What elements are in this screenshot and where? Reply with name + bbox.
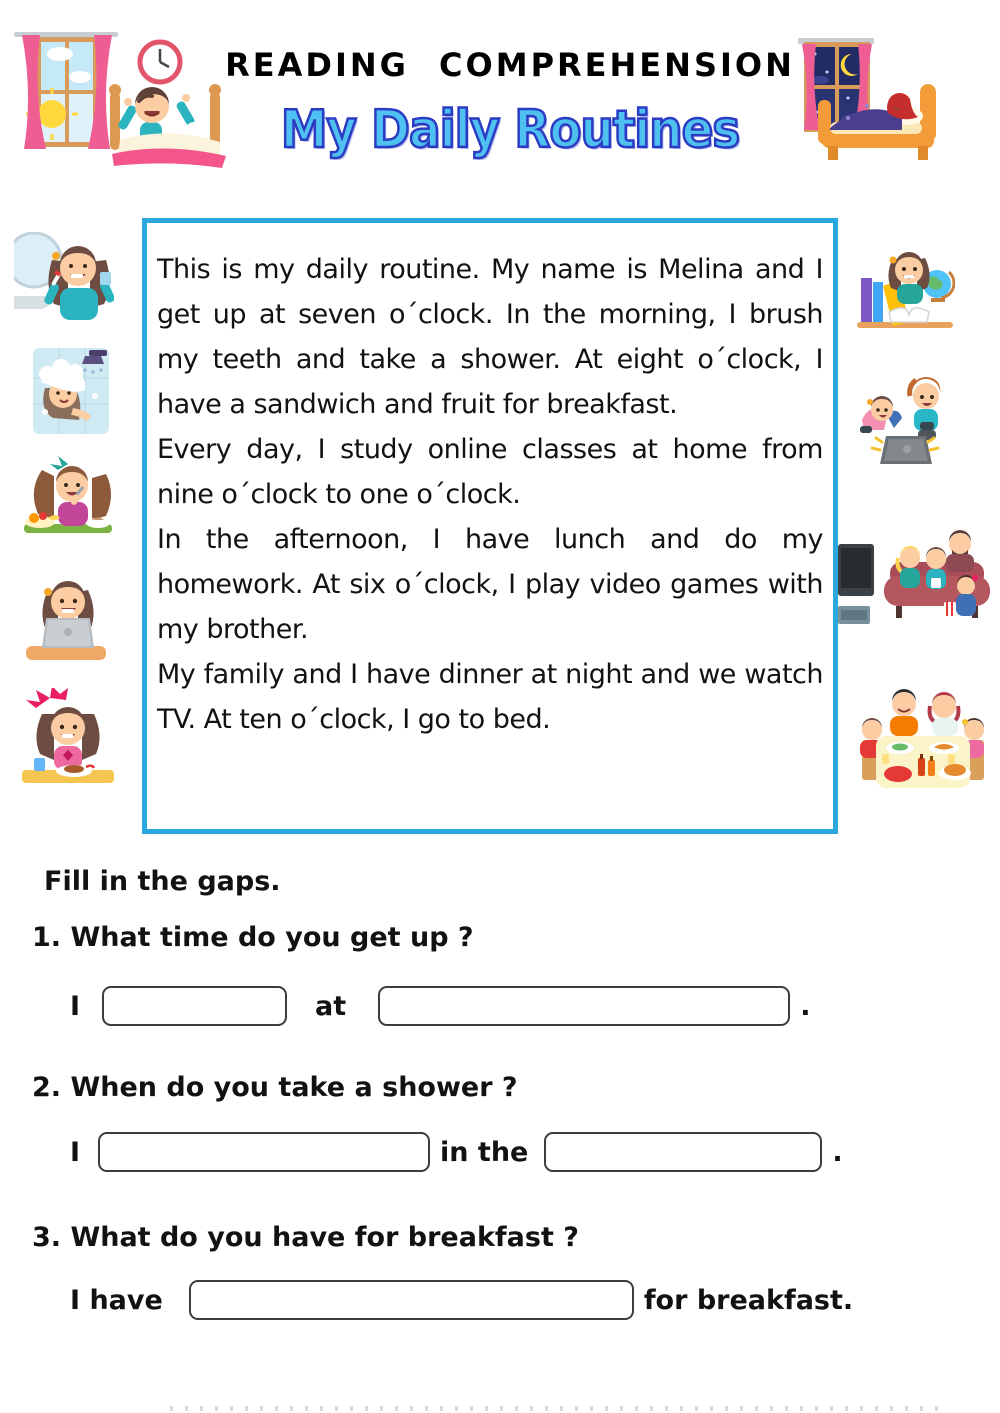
wall-clock-icon bbox=[140, 42, 180, 82]
video-games-illustration bbox=[852, 372, 958, 478]
tv-icon bbox=[838, 544, 874, 624]
question-3-answer-row bbox=[0, 1276, 1000, 1324]
answer-2-gap-1[interactable] bbox=[98, 1132, 430, 1172]
answer-1-period: . bbox=[800, 990, 811, 1022]
question-1-answer-row bbox=[0, 982, 1000, 1030]
passage-paragraph-3: In the afternoon, I have lunch and do my homework. At six o´clock, I play video games with my brother. bbox=[157, 524, 823, 645]
brushing-teeth-illustration bbox=[14, 232, 114, 327]
father bbox=[946, 530, 974, 572]
online-class-laptop-illustration bbox=[22, 572, 110, 667]
answer-2-prefix: I bbox=[70, 1136, 81, 1168]
answer-2-middle: in the bbox=[440, 1136, 529, 1168]
answer-3-gap-1[interactable] bbox=[189, 1280, 634, 1320]
instruction-text: Fill in the gaps. bbox=[44, 866, 281, 897]
reading-passage-box bbox=[142, 218, 838, 834]
father bbox=[890, 689, 918, 736]
hair-bow-icon bbox=[26, 688, 68, 708]
cut-off-text-line bbox=[170, 1406, 950, 1411]
laptop-icon bbox=[872, 436, 938, 464]
question-2-label: 2. When do you take a shower ? bbox=[32, 1072, 518, 1103]
girl-gamer bbox=[860, 396, 902, 433]
passage-paragraph-4: My family and I have dinner at night and we watch TV. At ten o´clock, I go to bed. bbox=[157, 659, 823, 735]
answer-2-gap-2[interactable] bbox=[544, 1132, 822, 1172]
answer-2-period: . bbox=[832, 1136, 843, 1168]
answer-1-gap-2[interactable] bbox=[378, 986, 790, 1026]
answer-3-suffix: for breakfast. bbox=[643, 1284, 854, 1316]
mother bbox=[930, 692, 959, 736]
studying-illustration bbox=[855, 242, 955, 337]
page-title: READING COMPREHENSION bbox=[225, 46, 795, 84]
shower-illustration bbox=[33, 348, 109, 434]
answer-1-middle: at bbox=[315, 990, 347, 1022]
question-2-answer-row bbox=[0, 1128, 1000, 1176]
passage-paragraph-2: Every day, I study online classes at home from nine o´clock to one o´clock. bbox=[157, 434, 823, 510]
question-3-label: 3. What do you have for breakfast ? bbox=[32, 1222, 579, 1253]
family-watching-tv-illustration bbox=[838, 528, 996, 634]
question-1-label: 1. What time do you get up ? bbox=[32, 922, 474, 953]
eating-breakfast-illustration bbox=[22, 452, 114, 537]
answer-1-gap-1[interactable] bbox=[102, 986, 287, 1026]
laptop-icon bbox=[42, 618, 94, 648]
answer-3-prefix: I have bbox=[70, 1284, 163, 1316]
boy-gamer bbox=[910, 377, 941, 440]
page-subtitle: My Daily Routines bbox=[280, 100, 740, 160]
night-scene-illustration bbox=[782, 32, 952, 177]
family-dinner-illustration bbox=[852, 678, 994, 796]
passage-paragraph-1: This is my daily routine. My name is Melina and I get up at seven o´clock. In the morning, I brush my teeth and take a shower. At eight o´clock, I have a sandwich and fruit for breakfast. bbox=[157, 254, 823, 420]
eating-dinner-illustration bbox=[20, 688, 116, 794]
answer-1-prefix: I bbox=[70, 990, 81, 1022]
